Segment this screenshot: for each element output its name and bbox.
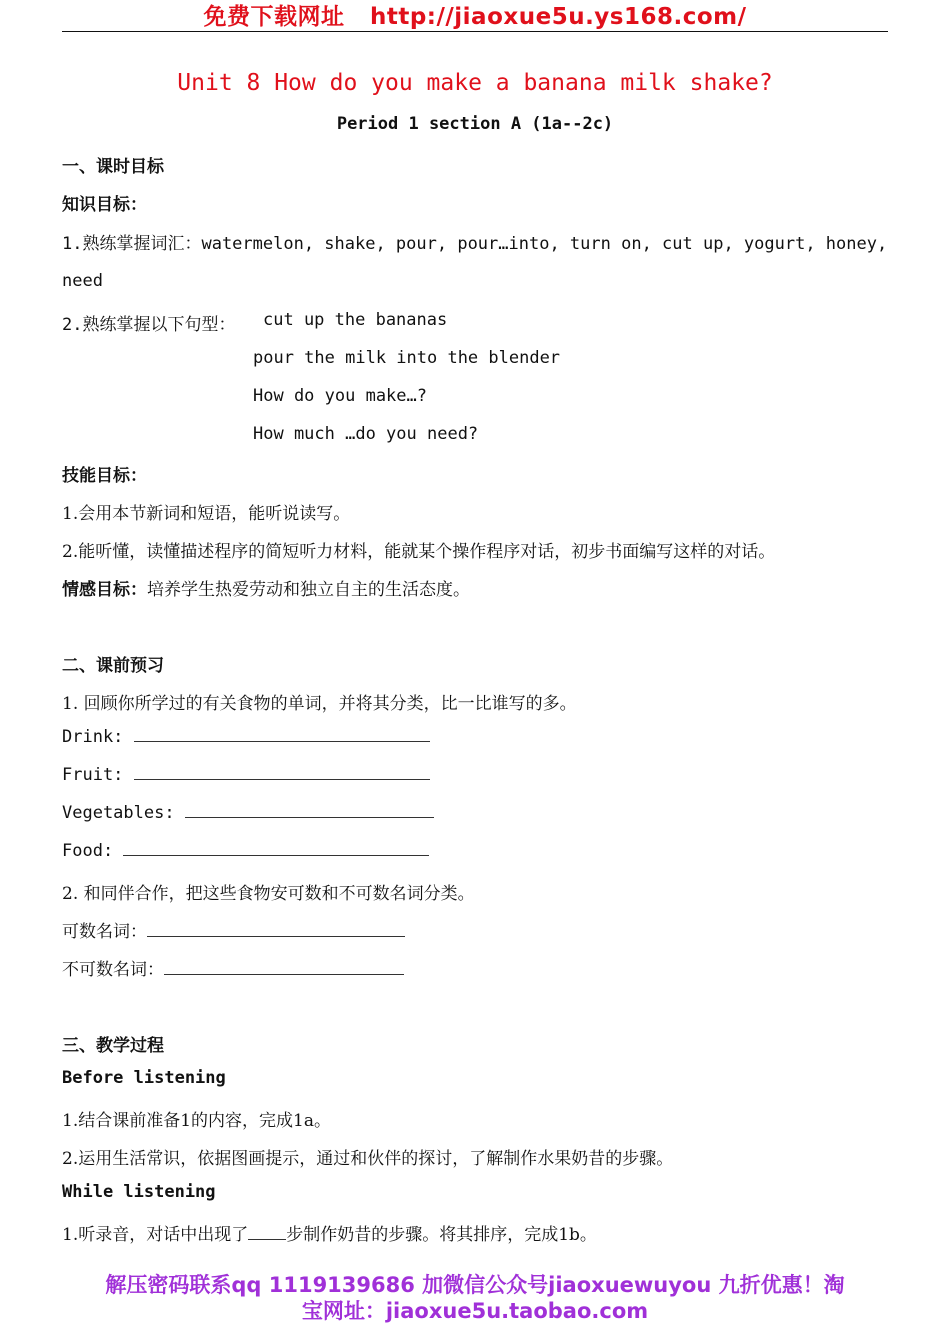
emotion-goal <box>62 575 470 600</box>
section1-heading: 一、课时目标 <box>62 157 164 177</box>
section2-heading: 二、课前预习 <box>62 656 164 676</box>
food-label: Food: <box>62 841 124 861</box>
emotion-goal-text: 培养学生热爱劳动和独立自主的生活态度。 <box>147 580 470 600</box>
while-item-suffix: 步制作奶昔的步骤。将其排序，完成1b。 <box>286 1225 597 1245</box>
drink-answer-blank[interactable] <box>134 727 430 742</box>
steps-count-blank[interactable] <box>248 1225 286 1240</box>
preview-question-2: 2. 和同伴合作，把这些食物安可数和不可数名词分类。 <box>62 884 475 904</box>
vocab-line: 1.熟练掌握词汇：watermelon, shake, pour, pour…into, turn on, cut up, yogurt, honey, <box>62 234 888 254</box>
vocab-line-continued: need <box>62 271 103 291</box>
preview-question-1: 1. 回顾你所学过的有关食物的单词，并将其分类，比一比谁写的多。 <box>62 694 577 714</box>
vegetables-label: Vegetables: <box>62 803 185 823</box>
pattern-item: pour the milk into the blender <box>253 348 561 368</box>
footer-line-1: 解压密码联系qq 1119139686 加微信公众号jiaoxuewuyou 九折优惠！淘 <box>105 1273 845 1297</box>
fruit-field <box>62 765 430 785</box>
while-item-prefix: 1.听录音，对话中出现了 <box>62 1225 249 1245</box>
food-answer-blank[interactable] <box>123 841 429 856</box>
fruit-answer-blank[interactable] <box>134 765 430 780</box>
footer-line-2: 宝网址：jiaoxue5u.taobao.com <box>301 1299 649 1323</box>
pattern-item: How much …do you need? <box>253 424 479 444</box>
fruit-label: Fruit: <box>62 765 134 785</box>
countable-label: 可数名词： <box>62 922 147 942</box>
countable-field <box>62 917 405 942</box>
section3-heading: 三、教学过程 <box>62 1036 164 1056</box>
countable-answer-blank[interactable] <box>147 922 405 937</box>
before-item: 1.结合课前准备1的内容，完成1a。 <box>62 1111 331 1131</box>
patterns-label: 2.熟练掌握以下句型： <box>62 315 236 335</box>
pattern-item: cut up the bananas <box>263 310 448 330</box>
while-item <box>62 1220 597 1245</box>
uncountable-label: 不可数名词： <box>62 960 164 980</box>
uncountable-field <box>62 955 404 980</box>
knowledge-goal-label: 知识目标： <box>62 195 147 215</box>
before-listening-label: Before listening <box>62 1068 226 1088</box>
site-label: 免费下载网址 <box>203 4 345 30</box>
food-field <box>62 841 429 861</box>
vegetables-field <box>62 803 434 823</box>
vegetables-answer-blank[interactable] <box>185 803 434 818</box>
drink-field <box>62 727 430 747</box>
before-item: 2.运用生活常识，依据图画提示，通过和伙伴的探讨，了解制作水果奶昔的步骤。 <box>62 1149 674 1169</box>
document-subtitle: Period 1 section A (1a--2c) <box>336 114 614 134</box>
while-listening-label: While listening <box>62 1182 216 1202</box>
drink-label: Drink: <box>62 727 134 747</box>
uncountable-answer-blank[interactable] <box>164 960 404 975</box>
emotion-goal-label: 情感目标： <box>62 580 147 600</box>
skill-goal-label: 技能目标： <box>62 466 147 486</box>
document-title: Unit 8 How do you make a banana milk shake? <box>177 70 773 96</box>
pattern-item: How do you make…? <box>253 386 427 406</box>
skill-item: 1.会用本节新词和短语，能听说读写。 <box>62 504 351 524</box>
skill-item: 2.能听懂，读懂描述程序的简短听力材料，能就某个操作程序对话，初步书面编写这样的对话。 <box>62 542 776 562</box>
site-url-link[interactable]: http://jiaoxue5u.ys168.com/ <box>369 4 747 30</box>
site-header <box>0 0 950 31</box>
header-divider <box>62 31 888 32</box>
